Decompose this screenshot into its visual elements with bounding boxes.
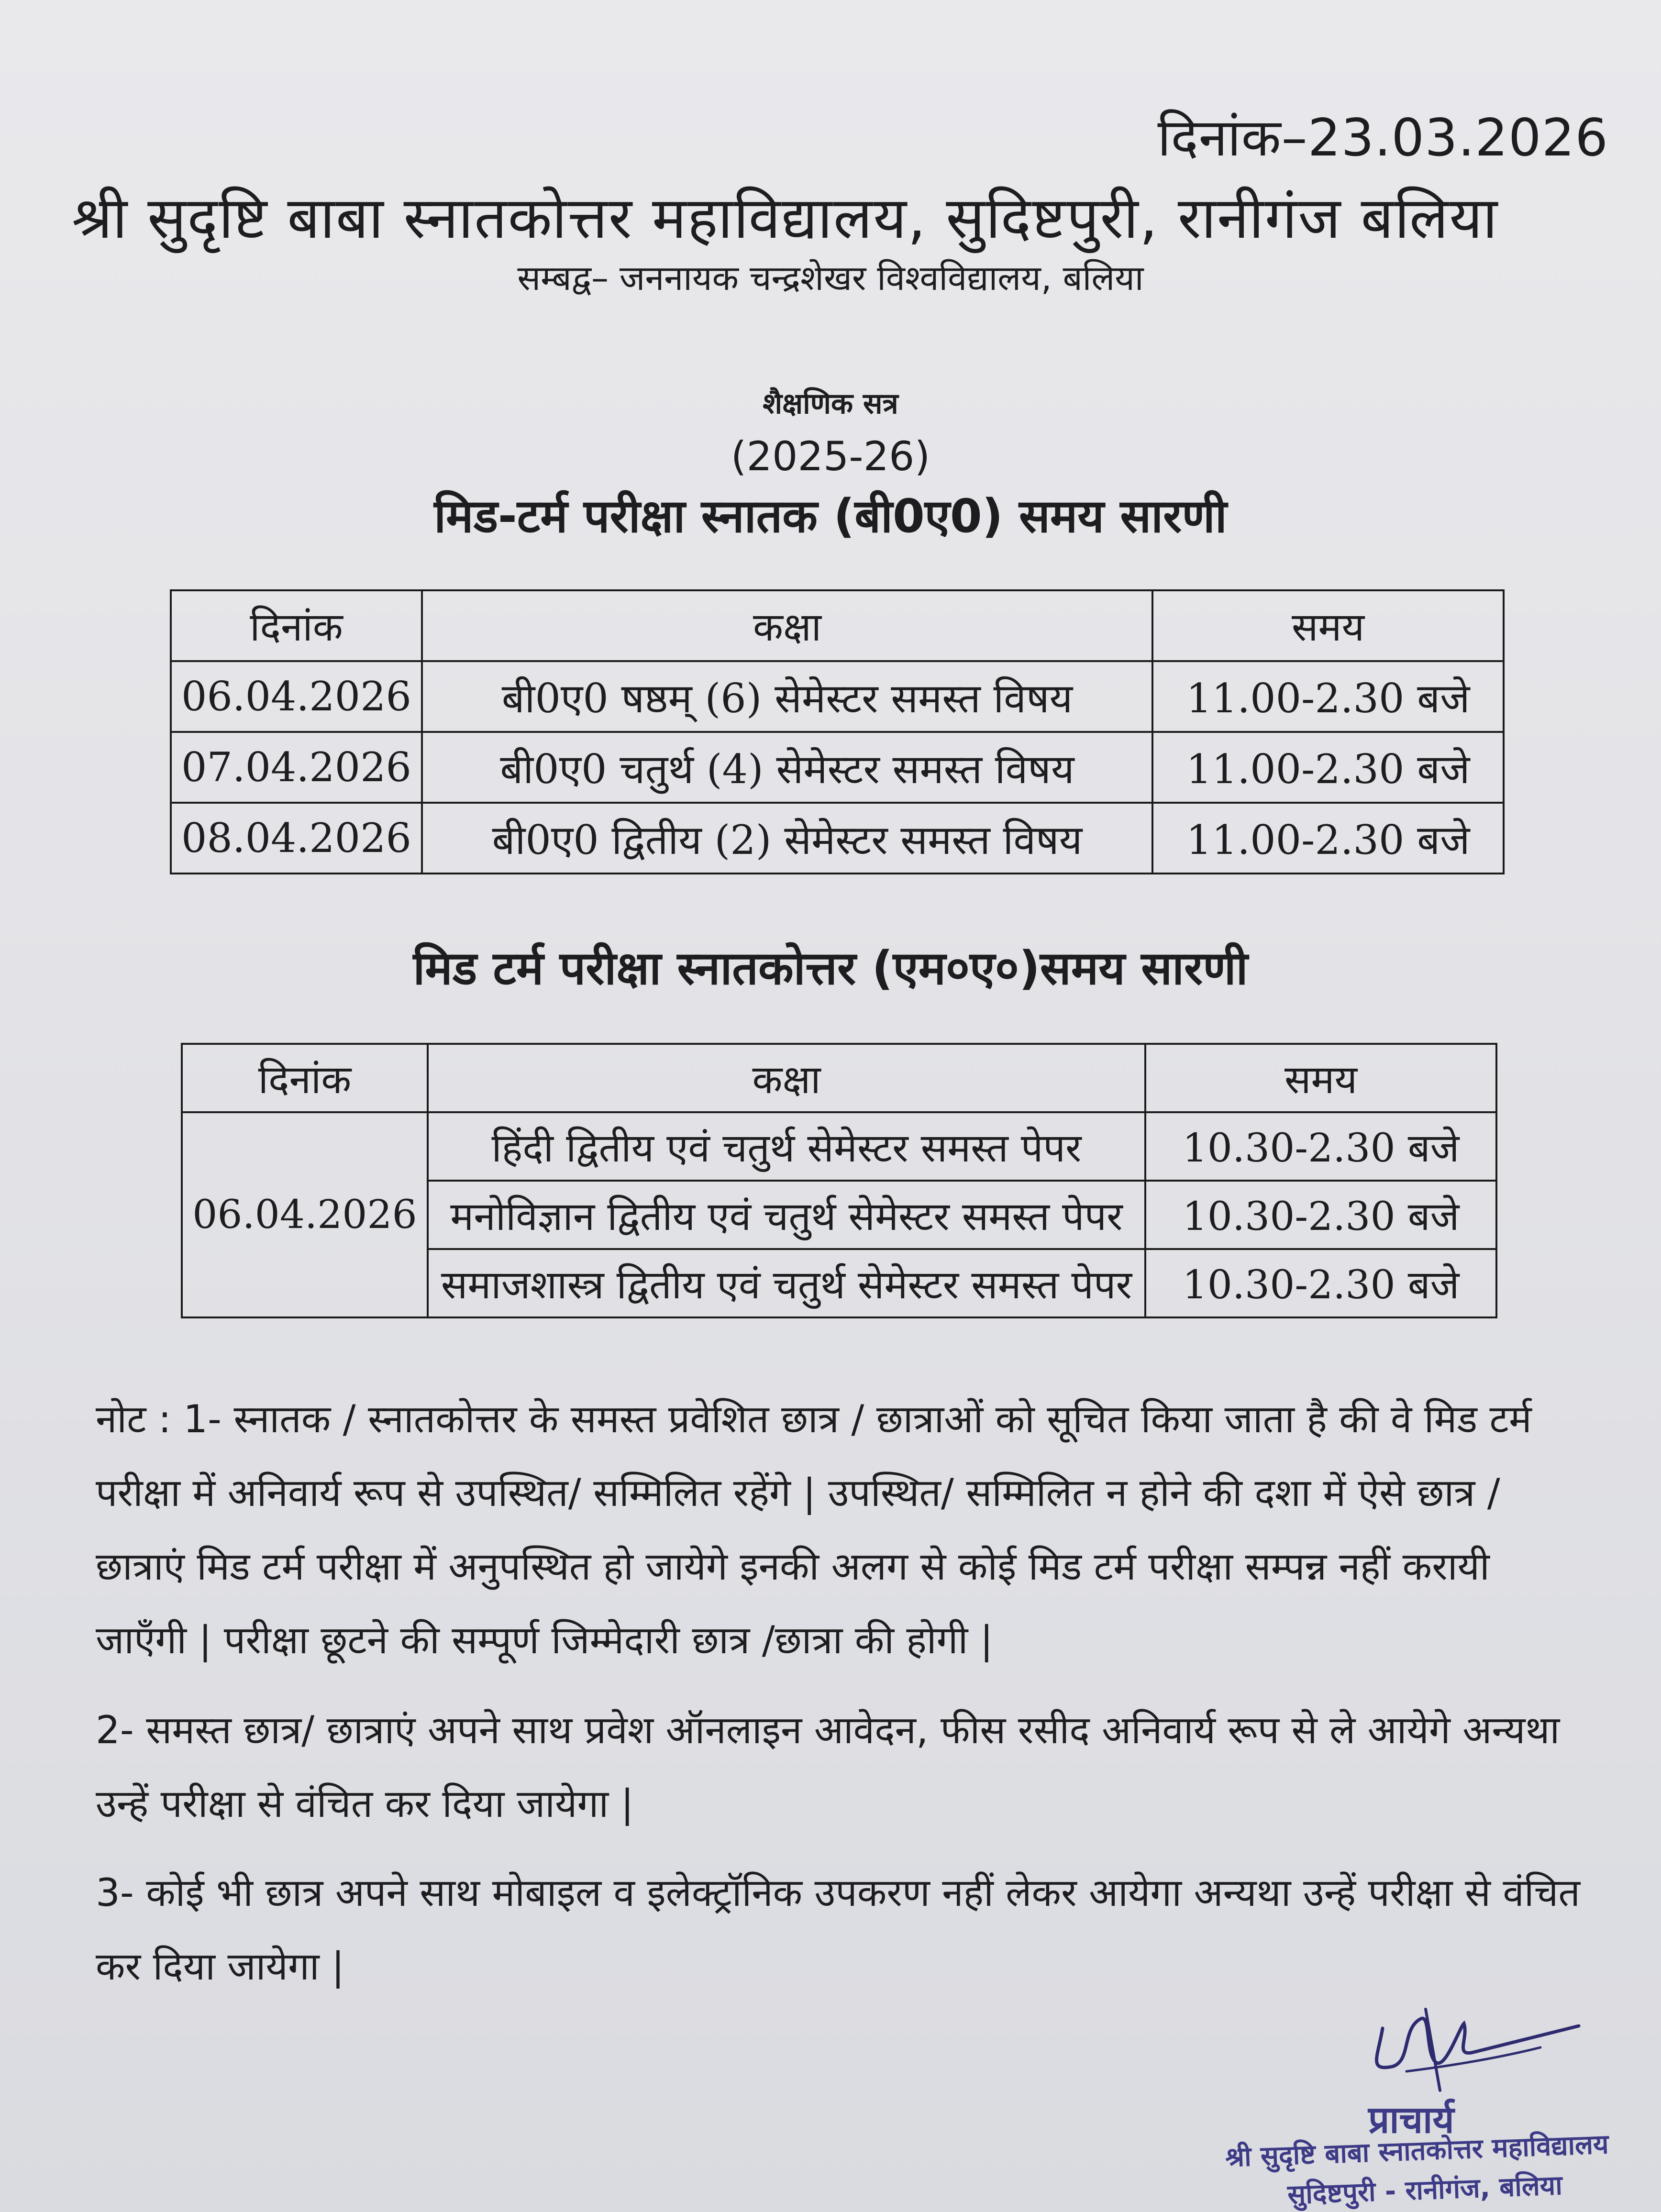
- stamp-college-name: श्री सुदृष्टि बाबा स्नातकोत्तर महाविद्यालय: [1225, 2129, 1609, 2173]
- column-header-date: दिनांक: [182, 1044, 428, 1112]
- row-time: 10.30-2.30 बजे: [1145, 1112, 1496, 1181]
- table-header-row: [171, 590, 1504, 661]
- principal-title: प्राचार्य: [1368, 2099, 1454, 2142]
- row-date: 08.04.2026: [171, 803, 422, 874]
- pg-timetable: [181, 1043, 1497, 1318]
- ug-timetable: [170, 589, 1505, 874]
- row-time: 11.00-2.30 बजे: [1152, 661, 1504, 732]
- table-header-row: [182, 1044, 1496, 1112]
- row-date: 07.04.2026: [171, 732, 422, 803]
- stamp-address: सुदिष्टपुरी - रानीगंज, बलिया: [1287, 2169, 1563, 2211]
- row-time: 11.00-2.30 बजे: [1152, 732, 1504, 803]
- notice-date: दिनांक–23.03.2026: [1157, 108, 1608, 168]
- row-class: समाजशास्त्र द्वितीय एवं चतुर्थ सेमेस्टर समस्त पेपर: [428, 1249, 1145, 1317]
- affiliation: सम्बद्व– जननायक चन्द्रशेखर विश्वविद्यालय, बलिया: [517, 258, 1144, 298]
- column-header-class: कक्षा: [428, 1044, 1145, 1112]
- note-3: 3- कोई भी छात्र अपने साथ मोबाइल व इलेक्ट्रॉनिक उपकरण नहीं लेकर आयेगा अन्यथा उन्हें परीक्षा से वंचित कर दिया जायेगा |: [96, 1870, 1581, 1989]
- table-row: [171, 803, 1504, 874]
- note-2: 2- समस्त छात्र/ छात्राएं अपने साथ प्रवेश ऑनलाइन आवेदन, फीस रसीद अनिवार्य रूप से ले आयेगे अन्यथा उन्हें परीक्षा से वंचित कर दिया जायेगा |: [96, 1708, 1560, 1826]
- row-time: 10.30-2.30 बजे: [1145, 1181, 1496, 1249]
- column-header-time: समय: [1152, 590, 1504, 661]
- note-1: नोट : 1- स्नातक / स्नातकोत्तर के समस्त प्रवेशित छात्र / छात्राओं को सूचित किया जाता है की वे मिड टर्म परीक्षा में अनिवार्य रूप से उपस्थित/ सम्मिलित रहेंगे | उपस्थित/ सम्मिलित न होने की दशा में ऐसे छात्र / छात्राएं मिड टर्म परीक्षा में अनुपस्थित हो जायेगे इनकी अलग से कोई मिड टर्म परीक्षा सम्पन्न नहीं करायी जाएँगी | परीक्षा छूटने की सम्पूर्ण जिम्मेदारी छात्र /छात्रा की होगी |: [96, 1397, 1532, 1662]
- college-name: श्री सुदृष्टि बाबा स्नातकोत्तर महाविद्यालय, सुदिष्टपुरी, रानीगंज बलिया: [72, 185, 1499, 252]
- session-label: शैक्षणिक सत्र: [763, 387, 898, 420]
- column-header-date: दिनांक: [171, 590, 422, 661]
- row-time: 11.00-2.30 बजे: [1152, 803, 1504, 874]
- row-class: हिंदी द्वितीय एवं चतुर्थ सेमेस्टर समस्त पेपर: [428, 1112, 1145, 1181]
- table-row: [171, 732, 1504, 803]
- column-header-time: समय: [1145, 1044, 1496, 1112]
- row-class: बी0ए0 षष्ठम् (6) सेमेस्टर समस्त विषय: [422, 661, 1152, 732]
- ug-timetable-heading: मिड-टर्म परीक्षा स्नातक (बी0ए0) समय सारणी: [434, 489, 1227, 543]
- row-date: 06.04.2026: [182, 1112, 428, 1317]
- row-date: 06.04.2026: [171, 661, 422, 732]
- pg-timetable-heading: मिड टर्म परीक्षा स्नातकोत्तर (एम०ए०)समय सारणी: [413, 941, 1248, 995]
- column-header-class: कक्षा: [422, 590, 1152, 661]
- row-class: बी0ए0 द्वितीय (2) सेमेस्टर समस्त विषय: [422, 803, 1152, 874]
- row-time: 10.30-2.30 बजे: [1145, 1249, 1496, 1317]
- session-year: (2025-26): [731, 433, 930, 480]
- principal-signature: [1349, 2000, 1598, 2095]
- table-row: [182, 1112, 1496, 1181]
- table-row: [171, 661, 1504, 732]
- row-class: मनोविज्ञान द्वितीय एवं चतुर्थ सेमेस्टर समस्त पेपर: [428, 1181, 1145, 1249]
- row-class: बी0ए0 चतुर्थ (4) सेमेस्टर समस्त विषय: [422, 732, 1152, 803]
